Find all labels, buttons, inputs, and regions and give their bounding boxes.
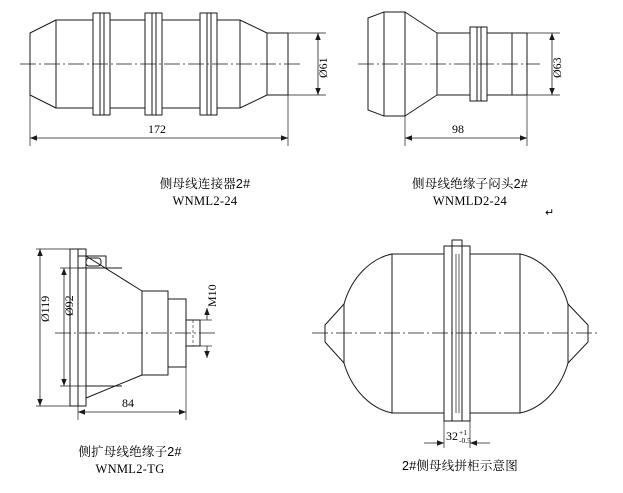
caption-figure-1-zh: 侧母线连接器2# bbox=[159, 177, 251, 191]
dim-gap-32-lower: -0.5 bbox=[459, 436, 471, 446]
caption-figure-3-code: WNML2-TG bbox=[95, 462, 165, 476]
caption-figure-2-zh: 侧母线绝缘子闷头2# bbox=[412, 177, 528, 191]
caption-figure-2-code: WNMLD2-24 bbox=[432, 194, 508, 208]
dim-diameter-119: Ø119 bbox=[38, 295, 52, 322]
dim-gap-32-tolerance bbox=[446, 429, 471, 445]
dim-diameter-92: Ø92 bbox=[62, 295, 76, 316]
figure-1-geometry bbox=[20, 13, 326, 146]
dim-gap-32-value: 32 bbox=[446, 429, 458, 443]
caption-figure-4-zh: 2#侧母线拼柜示意图 bbox=[402, 459, 518, 473]
dim-diameter-61: Ø61 bbox=[316, 57, 330, 78]
caption-figure-3-zh: 侧扩母线绝缘子2# bbox=[78, 445, 182, 459]
dim-diameter-63: Ø63 bbox=[550, 57, 564, 78]
figure-3-geometry bbox=[36, 249, 215, 420]
dim-thread-m10: M10 bbox=[205, 284, 219, 307]
figure-4-geometry bbox=[312, 240, 600, 448]
dim-length-172: 172 bbox=[148, 122, 166, 136]
caption-figure-4 bbox=[330, 458, 590, 475]
caption-figure-2 bbox=[310, 176, 623, 210]
dim-length-84: 84 bbox=[122, 396, 134, 410]
caption-figure-3 bbox=[0, 444, 260, 478]
dim-length-98: 98 bbox=[452, 122, 464, 136]
caption-figure-1-code: WNML2-24 bbox=[172, 194, 238, 208]
paragraph-mark-icon: ↵ bbox=[545, 207, 555, 219]
dim-gap-32-upper: +1 bbox=[459, 428, 467, 438]
